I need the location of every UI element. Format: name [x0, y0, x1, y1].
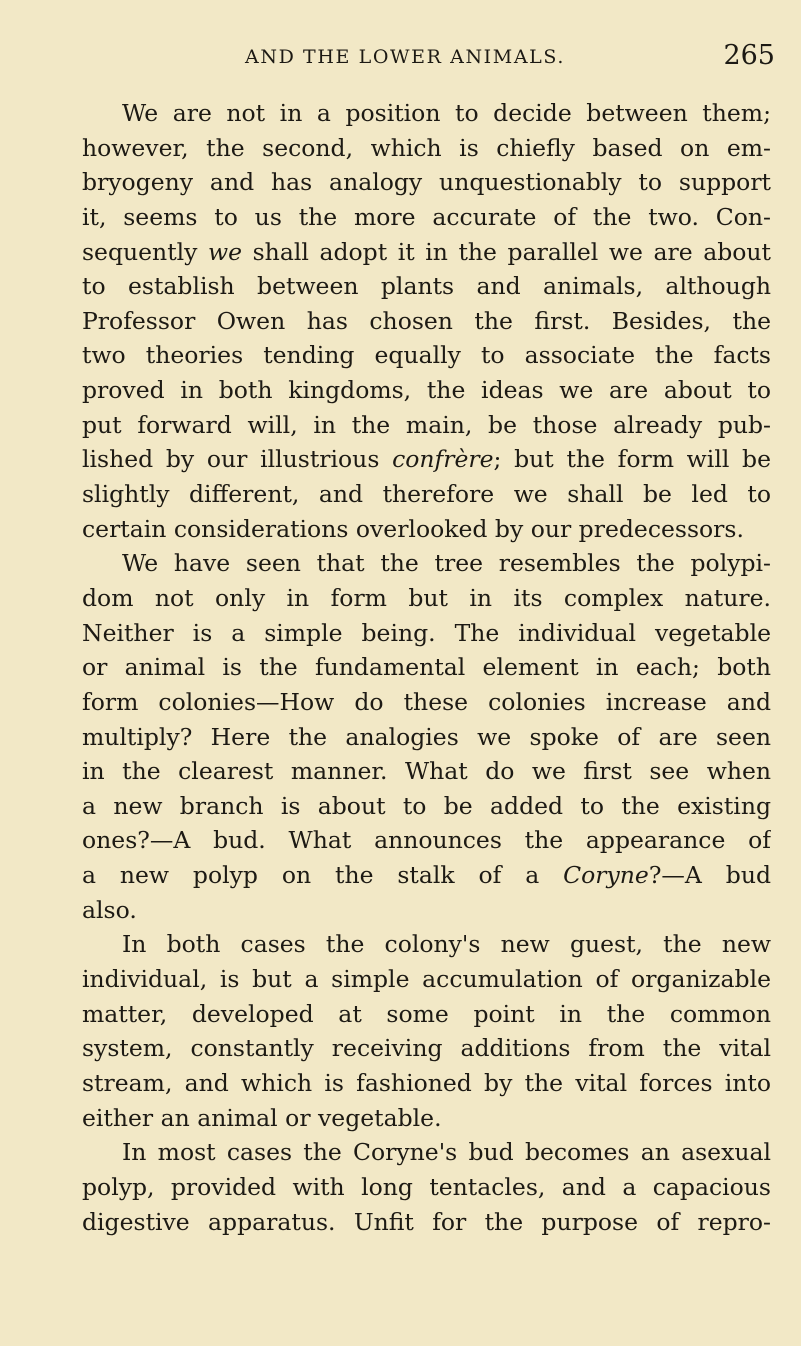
text-line: in the clearest manner. What do we first see when: [82, 757, 771, 786]
text-segment: sequently: [82, 237, 209, 266]
text-segment: ?—A bud: [648, 861, 771, 890]
text-line: [82, 858, 771, 893]
text-segment: ; but the form will be: [493, 445, 771, 474]
text-line: dom not only in form but in its complex nature.: [82, 583, 771, 612]
text-line: put forward will, in the main, be those already pub-: [82, 410, 771, 439]
text-line: bryogeny and has analogy unquestionably to support: [82, 168, 771, 197]
text-line: either an animal or vegetable.: [82, 1103, 442, 1132]
text-line: two theories tending equally to associate the facts: [82, 341, 771, 370]
text-line: We have seen that the tree resembles the polypi-: [122, 549, 771, 578]
text-line: We are not in a position to decide between them;: [122, 99, 771, 127]
page-number: 265: [723, 40, 775, 71]
text-line: stream, and which is fashioned by the vital forces into: [82, 1068, 771, 1097]
text-line: however, the second, which is chiefly based on em-: [82, 133, 771, 162]
text-segment: lished by our illustrious: [82, 445, 393, 474]
text-segment: a new polyp on the stalk of a: [82, 861, 564, 890]
text-line: [82, 442, 771, 477]
text-line: matter, developed at some point in the common: [82, 999, 771, 1028]
italic-term: Coryne: [563, 861, 649, 890]
text-line: certain considerations overlooked by our predecessors.: [82, 514, 744, 543]
text-line: a new branch is about to be added to the existing: [82, 791, 771, 820]
text-line: slightly different, and therefore we shall be led to: [82, 480, 771, 509]
text-line: individual, is but a simple accumulation of organizable: [82, 965, 771, 994]
text-segment: shall adopt it in the parallel we are about: [242, 237, 771, 266]
text-line: or animal is the fundamental element in each; both: [82, 653, 771, 682]
text-line: In both cases the colony's new guest, the new: [122, 930, 771, 959]
text-line: multiply? Here the analogies we spoke of are seen: [82, 722, 771, 751]
text-line: it, seems to us the more accurate of the two. Con-: [82, 202, 771, 231]
text-line: to establish between plants and animals, although: [82, 272, 771, 301]
text-line: Professor Owen has chosen the first. Besides, the: [82, 306, 771, 335]
text-line: ones?—A bud. What announces the appearance of: [82, 826, 771, 855]
italic-term: we: [208, 237, 243, 266]
text-line: form colonies—How do these colonies increase and: [82, 687, 771, 716]
text-line: In most cases the Coryne's bud becomes an asexual: [122, 1138, 771, 1167]
text-line: also.: [82, 895, 137, 924]
text-line: proved in both kingdoms, the ideas we are about to: [82, 376, 771, 405]
running-head: AND THE LOWER ANIMALS.: [245, 46, 565, 68]
text-line: digestive apparatus. Unfit for the purpose of repro-: [82, 1207, 771, 1236]
text-line: Neither is a simple being. The individual vegetable: [82, 618, 771, 647]
body-text: [82, 96, 771, 1239]
text-line: system, constantly receiving additions from the vital: [82, 1034, 771, 1063]
text-line: polyp, provided with long tentacles, and a capacious: [82, 1172, 771, 1201]
text-line: [82, 235, 771, 270]
italic-term: confrère: [392, 445, 494, 474]
